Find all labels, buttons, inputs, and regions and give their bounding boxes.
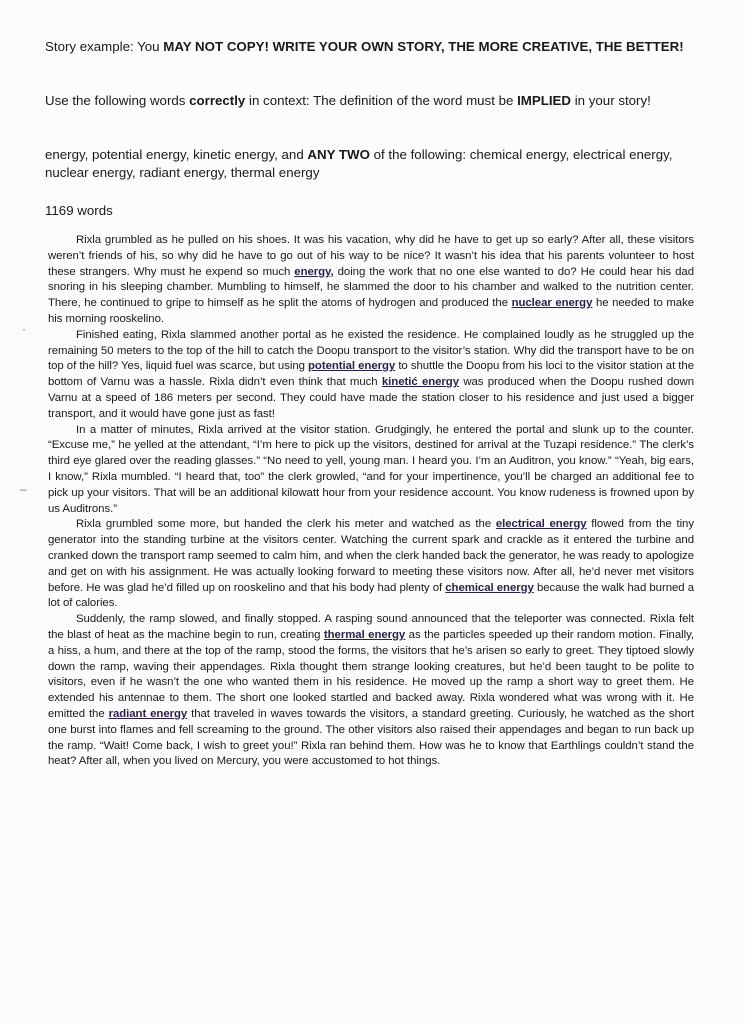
story-text: Finished eating, Rixla slammed another portal as he existed the residence. He complained loudly as he struggled up the remaining 50 meters to the top of the hill to catch the Doopu transport to the visitor’s station. Why did the transport have to be on top of the hill? Yes, liquid fuel was scarce, but using	[48, 328, 694, 373]
story-text: he needed to make his morning rooskelino.	[48, 297, 694, 325]
story-text: flowed from the tiny generator into the standing turbine at the visitors center. Watching the current spark and crackle as it entered the turbine and cranked down the transport ramp seemed to calm him, and when the clerk handed back the generator, he was ready to apologize and get on with his assignment. He was actually looking forward to meeting these visitors now. After all, he’d never met visitors before. He was glad he’d filled up on rooskelino and that his body had plenty of	[48, 518, 694, 594]
story-text: was produced when the Doopu rushed down Varnu at a speed of 186 meters per second. They could have made the station closer to his residence and just used a bigger transport, and it would have gone just as fast!	[48, 376, 694, 420]
story-paragraph-5	[48, 612, 694, 770]
keyword-chemical-energy: chemical energy	[445, 581, 534, 594]
keyword-nuclear-energy: nuclear energy	[511, 297, 593, 310]
word-count: 1169 words	[45, 203, 113, 218]
instruction-text: Story example: You	[45, 39, 164, 54]
story-text: Rixla grumbled as he pulled on his shoes. It was his vacation, why did he have to get up so early? After all, these visitors weren’t friends of his, so why did he have to go out of his way to be nice? It wasn’t his idea that his parents volunteer to host these strangers. Why must he expend so much	[48, 234, 694, 278]
keyword-electrical-energy: electrical energy	[495, 518, 587, 531]
margin-mark: ·	[22, 322, 26, 336]
margin-mark: –	[20, 482, 27, 496]
instruction-emphasis: ANY TWO	[307, 147, 370, 162]
story-text: as the particles speeded up their random motion. Finally, a hiss, a hum, and there at the top of the ramp, stood the forms, the visitors that he’s arisen so early to greet. They tiptoed slowly down the ramp, waving their appendages. Rixla thought them strange looking creatures, but he’d been taught to be polite to visitors, even if he wasn’t the one who wanted them in his residence. He moved up the ramp a short way to greet them. He extended his antennae to them. The short one looked startled and backed away. Rixla wondered what was wrong with it. He emitted the	[48, 628, 694, 720]
instruction-emphasis: IMPLIED	[517, 93, 572, 108]
story-text: doing the work that no one else wanted to do? He could hear his dad snoring in his sleeping chamber. Mumbling to himself, he slammed the door to his chamber and walked to the nutrition center. There, he continued to gripe to himself as he split the atoms of hydrogen and produced the	[48, 265, 694, 310]
instruction-emphasis: MAY NOT COPY! WRITE YOUR OWN STORY, THE MORE CREATIVE, THE BETTER!	[163, 39, 684, 54]
keyword-thermal-energy: thermal energy	[323, 628, 406, 641]
story-text: Rixla grumbled some more, but handed the clerk his meter and watched as the	[76, 518, 496, 531]
instruction-word-list	[45, 146, 705, 182]
keyword-potential-energy: potential energy	[308, 360, 396, 373]
keyword-radiant-energy: radiant energy	[108, 707, 188, 720]
instruction-emphasis: correctly	[189, 93, 246, 108]
story-paragraph-1	[48, 233, 694, 328]
instruction-text: Use the following words	[45, 93, 190, 108]
story-text: because the walk had burned a lot of calories.	[48, 581, 694, 610]
keyword-kinetic-energy: kinetić energy	[381, 376, 459, 389]
instruction-text: of the following: chemical energy, electrical energy, nuclear energy, radiant energy, thermal energy	[45, 147, 673, 180]
story-text: to shuttle the Doopu from his loci to the visitor station at the bottom of Varnu was a hassle. Rixla didn’t even think that much	[48, 360, 694, 389]
instruction-line-2	[45, 92, 705, 110]
story-paragraph-3: In a matter of minutes, Rixla arrived at the visitor station. Grudgingly, he entered the portal and slunk up to the counter. “Excuse me,” he yelled at the attendant, “I’m here to pick up the visitors, destined for arrival at the Tuzapi residence.” The clerk’s third eye glared over the reading glasses.” “No need to yell, young man. I heard you. I’m an Auditron, you know.” “Yeah, big ears, I know,” Rixla mumbled. “I heard that, too” the clerk growled, “and for your impertinence, you’ll be charged an additional fee to pick up your visitors. That will be an additional kilowatt hour from your residence account. You know rudeness is frowned upon by us Auditrons.”	[48, 423, 694, 515]
instruction-text: in context: The definition of the word must be	[245, 93, 518, 108]
story-paragraph-2	[48, 328, 694, 423]
story-paragraph-4	[48, 517, 694, 612]
instruction-line-1	[45, 38, 705, 56]
story-body	[48, 233, 694, 770]
story-text: Suddenly, the ramp slowed, and finally stopped. A rasping sound announced that the teleporter was connected. Rixla felt the blast of heat as the machine begin to run, creating	[48, 613, 694, 641]
story-text: that traveled in waves towards the visitors, a standard greeting. Curiously, he watched as the short one burst into flames and fell screaming to the ground. The other visitors also raised their appendages and began to run back up the ramp. “Wait! Come back, I wish to greet you!” Rixla ran behind them. How was he to know that Earthlings couldn’t stand the heat? After all, when you lived on Mercury, you were accustomed to hot things.	[48, 707, 694, 768]
keyword-energy: energy,	[294, 265, 334, 278]
instruction-text: in your story!	[571, 93, 651, 108]
instruction-text: energy, potential energy, kinetic energy, and	[45, 147, 308, 162]
